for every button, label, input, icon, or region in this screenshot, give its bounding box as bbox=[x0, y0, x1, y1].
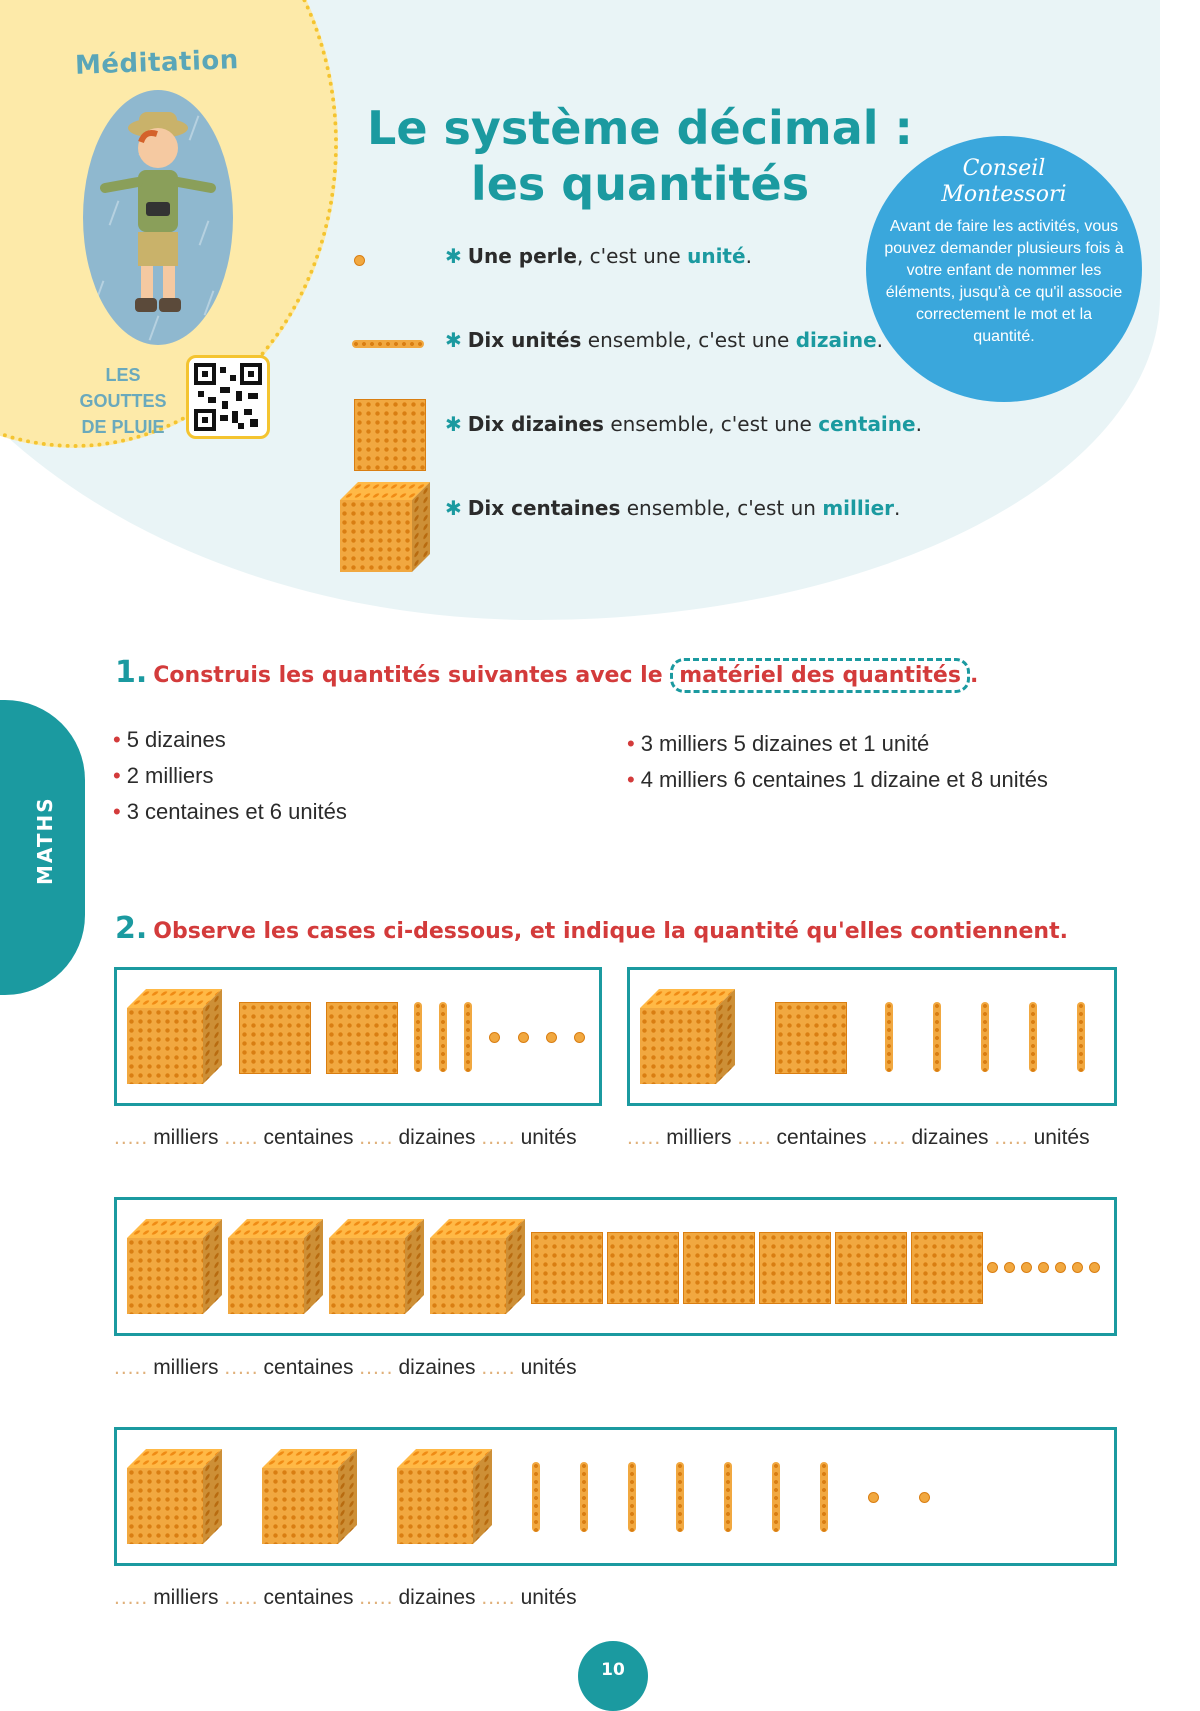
unit-bead bbox=[518, 1032, 529, 1043]
explorer-child-icon bbox=[83, 90, 233, 345]
thousand-cube bbox=[397, 1449, 492, 1544]
unit-bead bbox=[868, 1492, 879, 1503]
unit-bead bbox=[1021, 1262, 1032, 1273]
ten-bar bbox=[628, 1462, 636, 1532]
definition-thousand: ✱ Dix centaines ensemble, c'est un millier. bbox=[445, 496, 901, 520]
unit-bead bbox=[1055, 1262, 1066, 1273]
ten-bar bbox=[1077, 1002, 1085, 1072]
star-icon: ✱ bbox=[445, 244, 462, 268]
unit-bead bbox=[919, 1492, 930, 1503]
ten-bar bbox=[439, 1002, 447, 1072]
ten-bar bbox=[820, 1462, 828, 1532]
answer-line-2: ..... milliers ..... centaines ..... dizaines ..... unités bbox=[627, 1126, 1090, 1149]
quantity-box-2 bbox=[627, 967, 1117, 1106]
exercise2-instruction: 2. Observe les cases ci-dessous, et indique la quantité qu'elles contiennent. bbox=[115, 911, 1068, 946]
quantity-box-1 bbox=[114, 967, 602, 1106]
exercise1-highlight: matériel des quantités bbox=[670, 658, 970, 693]
tip-title-line2: Montessori bbox=[941, 182, 1067, 207]
hundred-square bbox=[326, 1002, 398, 1074]
list-item: • 3 milliers 5 dizaines et 1 unité bbox=[627, 726, 1048, 762]
exercise1-instruction: 1. Construis les quantités suivantes avec le matériel des quantités . bbox=[115, 655, 978, 690]
tip-title-line1: Conseil bbox=[962, 156, 1046, 181]
ten-bar bbox=[933, 1002, 941, 1072]
tip-body: Avant de faire les activités, vous pouvez demander plusieurs fois à votre enfant de nommer les éléments, jusqu'à ce qu'il associe correctement le mot et la quantité. bbox=[884, 218, 1124, 345]
hundred-square bbox=[759, 1232, 831, 1304]
thousand-cube bbox=[329, 1219, 424, 1314]
quantity-box-4 bbox=[114, 1427, 1117, 1566]
subject-tab-label: MATHS bbox=[33, 796, 57, 885]
exercise1-left-list bbox=[113, 722, 347, 830]
ten-bar bbox=[532, 1462, 540, 1532]
thousand-cube bbox=[127, 1449, 222, 1544]
list-item: • 2 milliers bbox=[113, 758, 347, 794]
thousand-cube bbox=[228, 1219, 323, 1314]
unit-bead bbox=[546, 1032, 557, 1043]
definition-unit: ✱ Une perle, c'est une unité. bbox=[445, 244, 752, 268]
thousand-cube-icon bbox=[340, 482, 435, 577]
star-icon: ✱ bbox=[445, 328, 462, 352]
exercise1-right-list bbox=[627, 726, 1048, 798]
ten-bar bbox=[464, 1002, 472, 1072]
thousand-cube bbox=[127, 989, 222, 1084]
qr-code-icon[interactable] bbox=[186, 355, 270, 439]
hundred-square bbox=[607, 1232, 679, 1304]
hundred-square bbox=[835, 1232, 907, 1304]
hundred-square-icon bbox=[354, 399, 426, 471]
unit-bead bbox=[1038, 1262, 1049, 1273]
thousand-cube bbox=[640, 989, 735, 1084]
page-title-line1: Le système décimal : bbox=[367, 101, 913, 155]
ten-bar-icon bbox=[352, 340, 424, 348]
unit-bead bbox=[1072, 1262, 1083, 1273]
unit-bead bbox=[489, 1032, 500, 1043]
ten-bar bbox=[1029, 1002, 1037, 1072]
hundred-square bbox=[239, 1002, 311, 1074]
list-item: • 5 dizaines bbox=[113, 722, 347, 758]
hundred-square bbox=[775, 1002, 847, 1074]
ten-bar bbox=[772, 1462, 780, 1532]
star-icon: ✱ bbox=[445, 496, 462, 520]
unit-bead-icon bbox=[354, 255, 365, 266]
meditation-illustration bbox=[83, 90, 233, 345]
answer-line-1: ..... milliers ..... centaines ..... dizaines ..... unités bbox=[114, 1126, 577, 1149]
unit-bead bbox=[574, 1032, 585, 1043]
ten-bar bbox=[724, 1462, 732, 1532]
meditation-caption: LES GOUTTES DE PLUIE bbox=[79, 365, 167, 437]
ten-bar bbox=[414, 1002, 422, 1072]
answer-line-3: ..... milliers ..... centaines ..... dizaines ..... unités bbox=[114, 1356, 577, 1379]
meditation-title: Méditation bbox=[74, 45, 240, 81]
hundred-square bbox=[683, 1232, 755, 1304]
montessori-tip bbox=[866, 136, 1142, 402]
answer-line-4: ..... milliers ..... centaines ..... dizaines ..... unités bbox=[114, 1586, 577, 1609]
thousand-cube bbox=[430, 1219, 525, 1314]
thousand-cube bbox=[262, 1449, 357, 1544]
list-item: • 3 centaines et 6 unités bbox=[113, 794, 347, 830]
page-number: 10 bbox=[578, 1641, 648, 1711]
hundred-square bbox=[911, 1232, 983, 1304]
ten-bar bbox=[580, 1462, 588, 1532]
hundred-square bbox=[531, 1232, 603, 1304]
definition-ten: ✱ Dix unités ensemble, c'est une dizaine. bbox=[445, 328, 884, 352]
unit-bead bbox=[1004, 1262, 1015, 1273]
list-item: • 4 milliers 6 centaines 1 dizaine et 8 unités bbox=[627, 762, 1048, 798]
star-icon: ✱ bbox=[445, 412, 462, 436]
unit-bead bbox=[987, 1262, 998, 1273]
ten-bar bbox=[885, 1002, 893, 1072]
definition-hundred: ✱ Dix dizaines ensemble, c'est une centaine. bbox=[445, 412, 922, 436]
page-title-line2: les quantités bbox=[470, 157, 810, 211]
quantity-box-3 bbox=[114, 1197, 1117, 1336]
thousand-cube bbox=[127, 1219, 222, 1314]
ten-bar bbox=[981, 1002, 989, 1072]
page-title bbox=[320, 100, 960, 212]
ten-bar bbox=[676, 1462, 684, 1532]
unit-bead bbox=[1089, 1262, 1100, 1273]
